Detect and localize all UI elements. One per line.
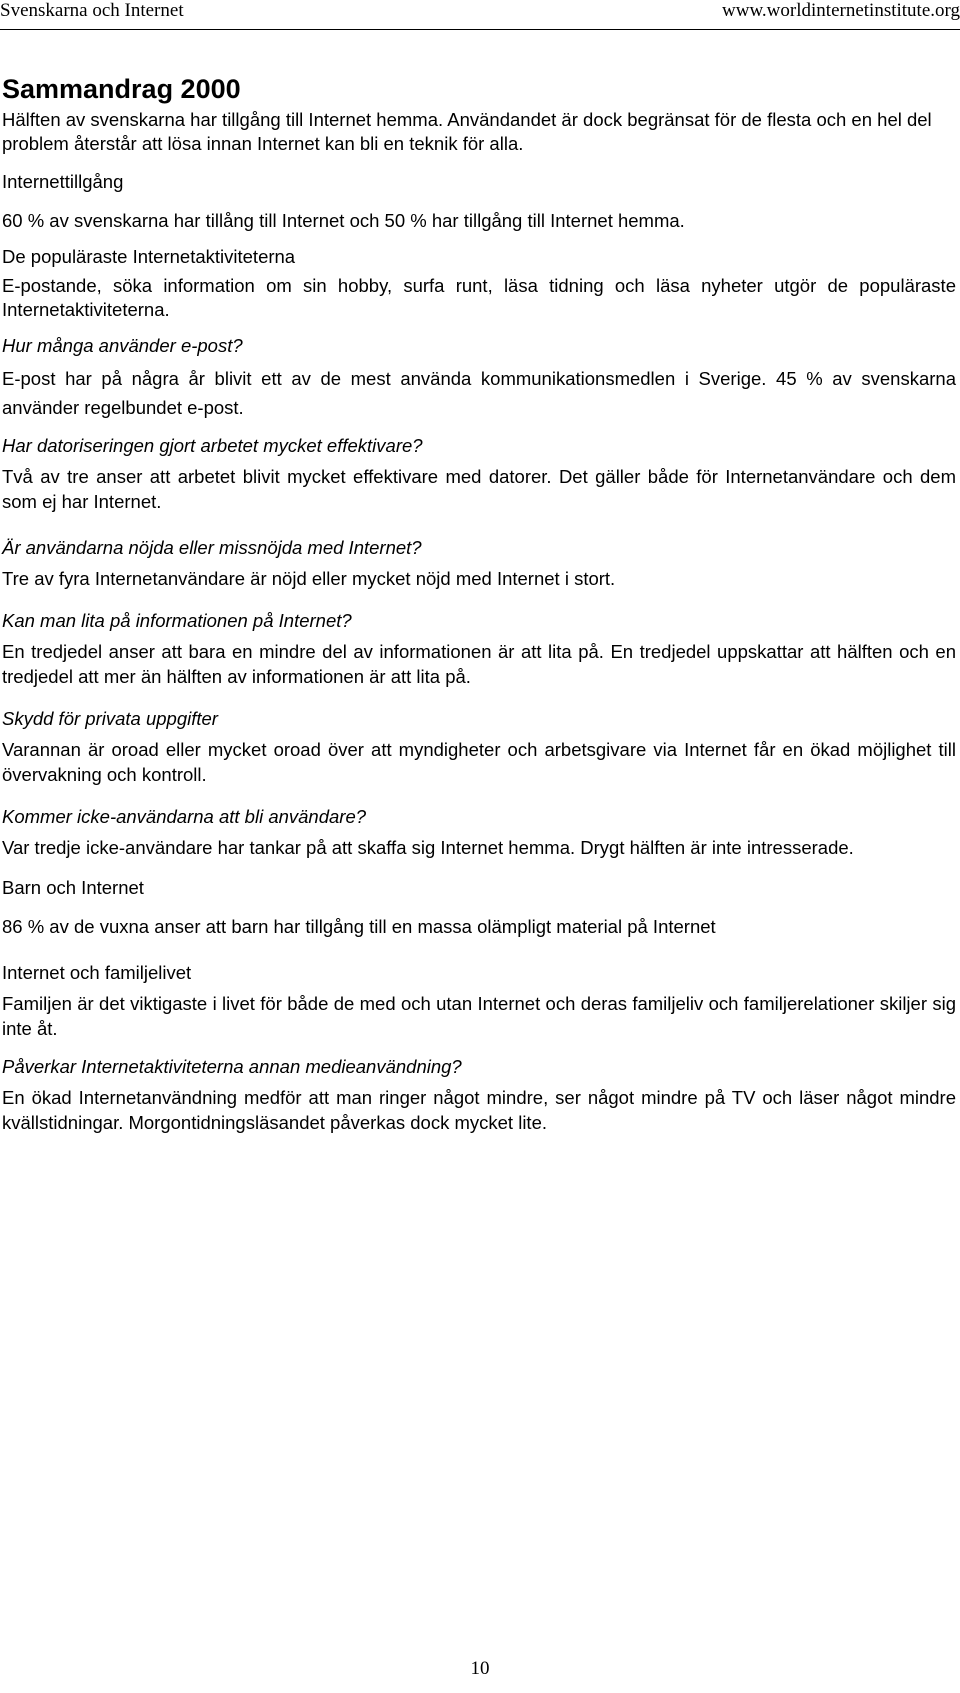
section-body: Familjen är det viktigaste i livet för både de med och utan Internet och deras familjeliv och familjerelationer skiljer sig inte åt. (2, 993, 956, 1039)
section-internet-access (2, 170, 956, 233)
section-heading: Internet och familjelivet (2, 962, 192, 983)
section-family-life (2, 961, 956, 1041)
section-heading: Barn och Internet (2, 877, 144, 898)
section-body: Tre av fyra Internetanvändare är nöjd eller mycket nöjd med Internet i stort. (2, 568, 616, 589)
running-header (0, 0, 960, 26)
section-heading: Kommer icke-användarna att bli användare? (2, 806, 367, 827)
section-body: Varannan är oroad eller mycket oroad över att myndigheter och arbetsgivare via Internet får en ökad möjlighet till övervakning och kontroll. (2, 739, 956, 785)
section-user-satisfaction (2, 536, 956, 591)
section-body: E-post har på några år blivit ett av de mest använda kommunikationsmedlen i Sverige. 45 % av svenskarna använder regelbundet e-post. (2, 368, 956, 418)
lead-paragraph: Hälften av svenskarna har tillgång till Internet hemma. Användandet är dock begränsat för de flesta och en hel del problem återstår att lösa innan Internet kan bli en teknik för alla. (2, 109, 932, 154)
header-url: www.worldinternetinstitute.org (722, 0, 960, 21)
section-body: E-postande, söka information om sin hobby, surfa runt, läsa tidning och läsa nyheter utgör de populäraste Internetaktiviteterna. (2, 275, 956, 320)
section-body: En ökad Internetanvändning medför att man ringer något mindre, ser något mindre på TV och läser något mindre kvällstidningar. Morgontidningsläsandet påverkas dock mycket lite. (2, 1087, 956, 1133)
section-heading: Skydd för privata uppgifter (2, 708, 218, 729)
section-privacy-protection (2, 707, 956, 787)
page-title: Sammandrag 2000 (2, 74, 241, 104)
section-body: Var tredje icke-användare har tankar på att skaffa sig Internet hemma. Drygt hälften är inte intresserade. (2, 837, 854, 858)
section-email-usage (2, 334, 956, 422)
section-heading: Har datoriseringen gjort arbetet mycket effektivare? (2, 435, 423, 456)
section-heading: Hur många använder e-post? (2, 335, 243, 356)
section-heading: Är användarna nöjda eller missnöjda med Internet? (2, 537, 422, 558)
header-title: Svenskarna och Internet (0, 0, 184, 21)
section-heading: Kan man lita på informationen på Internet? (2, 610, 352, 631)
page-number: 10 (470, 1658, 490, 1679)
section-heading: Internettillgång (2, 171, 124, 192)
section-body: Två av tre anser att arbetet blivit mycket effektivare med datorer. Det gäller både för Internetanvändare och dem som ej har Internet. (2, 466, 956, 512)
section-body: 60 % av svenskarna har tillång till Internet och 50 % har tillgång till Internet hemma. (2, 210, 685, 231)
section-body: 86 % av de vuxna anser att barn har tillgång till en massa olämpligt material på Internet (2, 916, 716, 937)
section-popular-activities (2, 245, 956, 322)
section-media-usage (2, 1055, 956, 1135)
section-heading: De populäraste Internetaktiviteterna (2, 246, 296, 267)
section-heading: Påverkar Internetaktiviteterna annan medieanvändning? (2, 1056, 462, 1077)
section-information-trust (2, 609, 956, 689)
section-non-users-adoption (2, 805, 956, 860)
header-divider (0, 29, 960, 30)
document-body (2, 74, 956, 1135)
section-computerization-efficiency (2, 434, 956, 514)
section-children-internet (2, 876, 956, 939)
section-body: En tredjedel anser att bara en mindre del av informationen är att lita på. En tredjedel uppskattar att hälften och en tredjedel att mer än hälften av informationen är att lita på. (2, 641, 956, 687)
